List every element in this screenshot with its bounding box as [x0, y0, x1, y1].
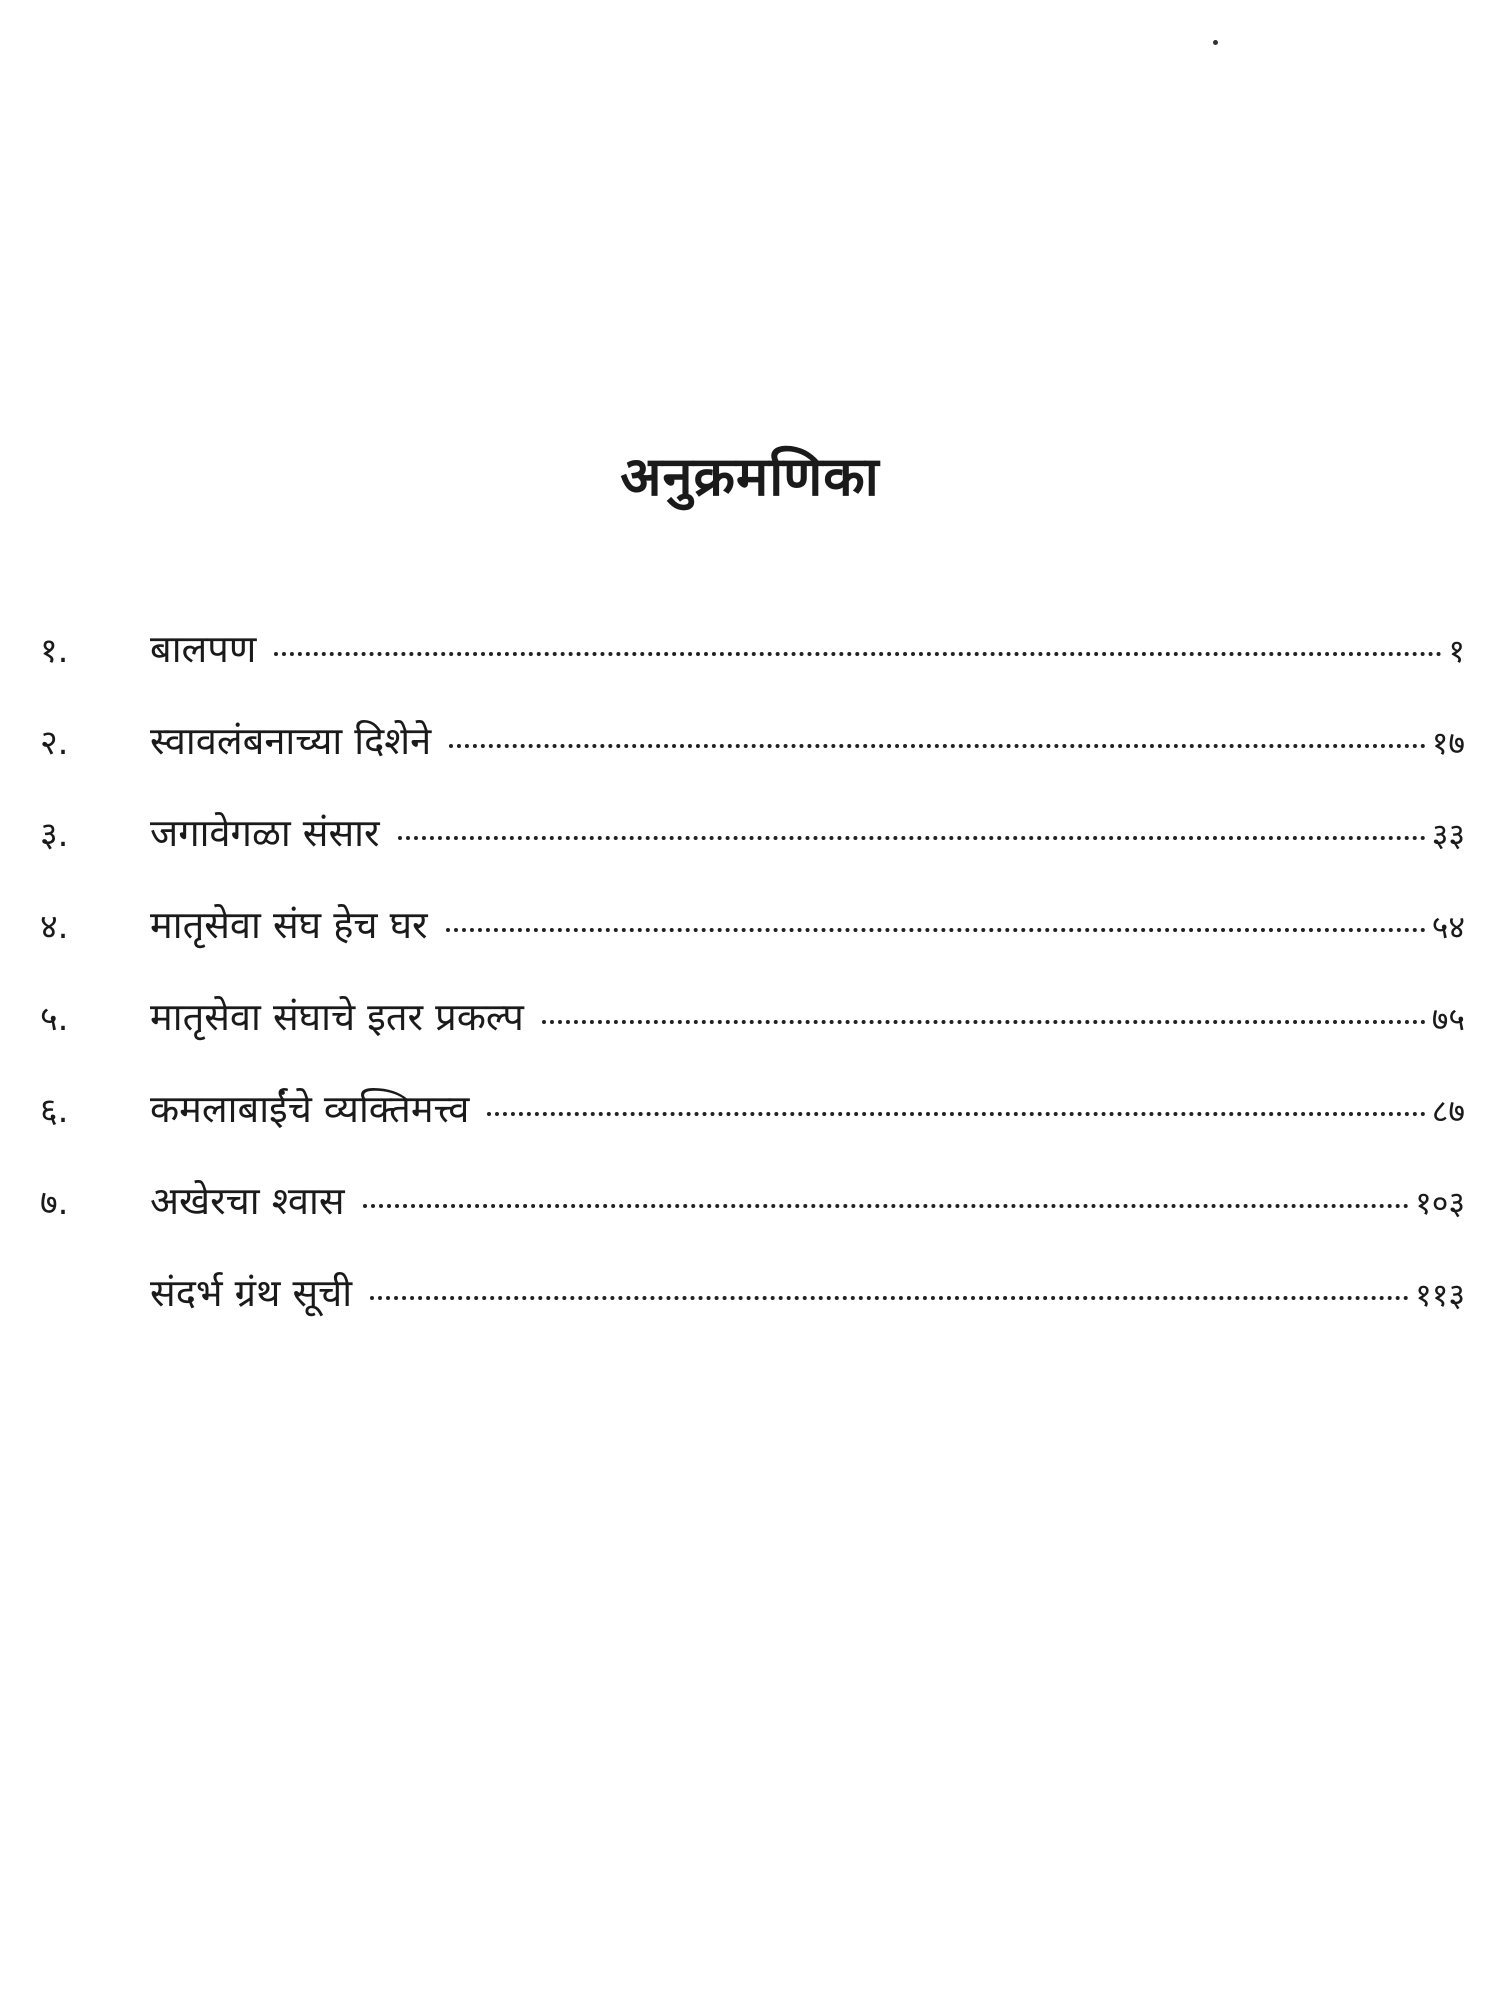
- toc-entry-page: ७५: [1431, 1000, 1465, 1038]
- toc-entry-number: १.: [40, 631, 69, 671]
- toc-dot-leader: [370, 1296, 1409, 1300]
- toc-entry-page: १०३: [1415, 1184, 1465, 1222]
- toc-entry: [40, 625, 1465, 717]
- toc-entry-title: अखेरचा श्वास: [150, 1179, 345, 1223]
- toc-dot-leader: [487, 1112, 1425, 1116]
- toc-entry-title: बालपण: [150, 627, 257, 671]
- toc-entry: [40, 717, 1465, 809]
- toc-entry-title: स्वावलंबनाच्या दिशेने: [150, 719, 432, 763]
- toc-dot-leader: [446, 928, 1426, 932]
- toc-dot-leader: [449, 744, 1425, 748]
- toc-entry-title: मातृसेवा संघाचे इतर प्रकल्प: [150, 995, 524, 1039]
- toc-entry-page: ५४: [1431, 908, 1465, 946]
- toc-entry-title: जगावेगळा संसार: [150, 811, 380, 855]
- toc-entry-number: ५.: [40, 999, 69, 1039]
- toc-entry-title: कमलाबाईंचे व्यक्तिमत्त्व: [150, 1087, 470, 1131]
- toc-entry: [40, 901, 1465, 993]
- toc-entry: [40, 1177, 1465, 1269]
- toc-entry-page: ३३: [1431, 816, 1465, 854]
- toc-entry-page: ८७: [1431, 1092, 1465, 1130]
- toc-entry-page: १: [1448, 632, 1465, 670]
- toc-entry: [40, 809, 1465, 901]
- toc-entry: [40, 1085, 1465, 1177]
- toc-dot-leader: [398, 836, 1426, 840]
- toc-dot-leader: [274, 652, 1442, 656]
- toc-entry-page: ११३: [1415, 1276, 1465, 1314]
- toc-entry-number: ६.: [40, 1091, 69, 1131]
- page-title: अनुक्रमणिका: [620, 445, 880, 508]
- toc-dot-leader: [542, 1020, 1426, 1024]
- toc-entry-number: २.: [40, 723, 69, 763]
- toc-entry: [40, 993, 1465, 1085]
- table-of-contents: [40, 625, 1465, 1361]
- toc-entry-title: मातृसेवा संघ हेच घर: [150, 903, 428, 947]
- toc-entry-number: ४.: [40, 907, 69, 947]
- toc-entry-number: ३.: [40, 815, 69, 855]
- toc-entry-page: १७: [1431, 724, 1465, 762]
- ink-speck: [1213, 40, 1218, 45]
- toc-entry: [40, 1269, 1465, 1361]
- toc-entry-title: संदर्भ ग्रंथ सूची: [150, 1271, 353, 1315]
- toc-dot-leader: [363, 1204, 1410, 1208]
- toc-entry-number: ७.: [40, 1183, 69, 1223]
